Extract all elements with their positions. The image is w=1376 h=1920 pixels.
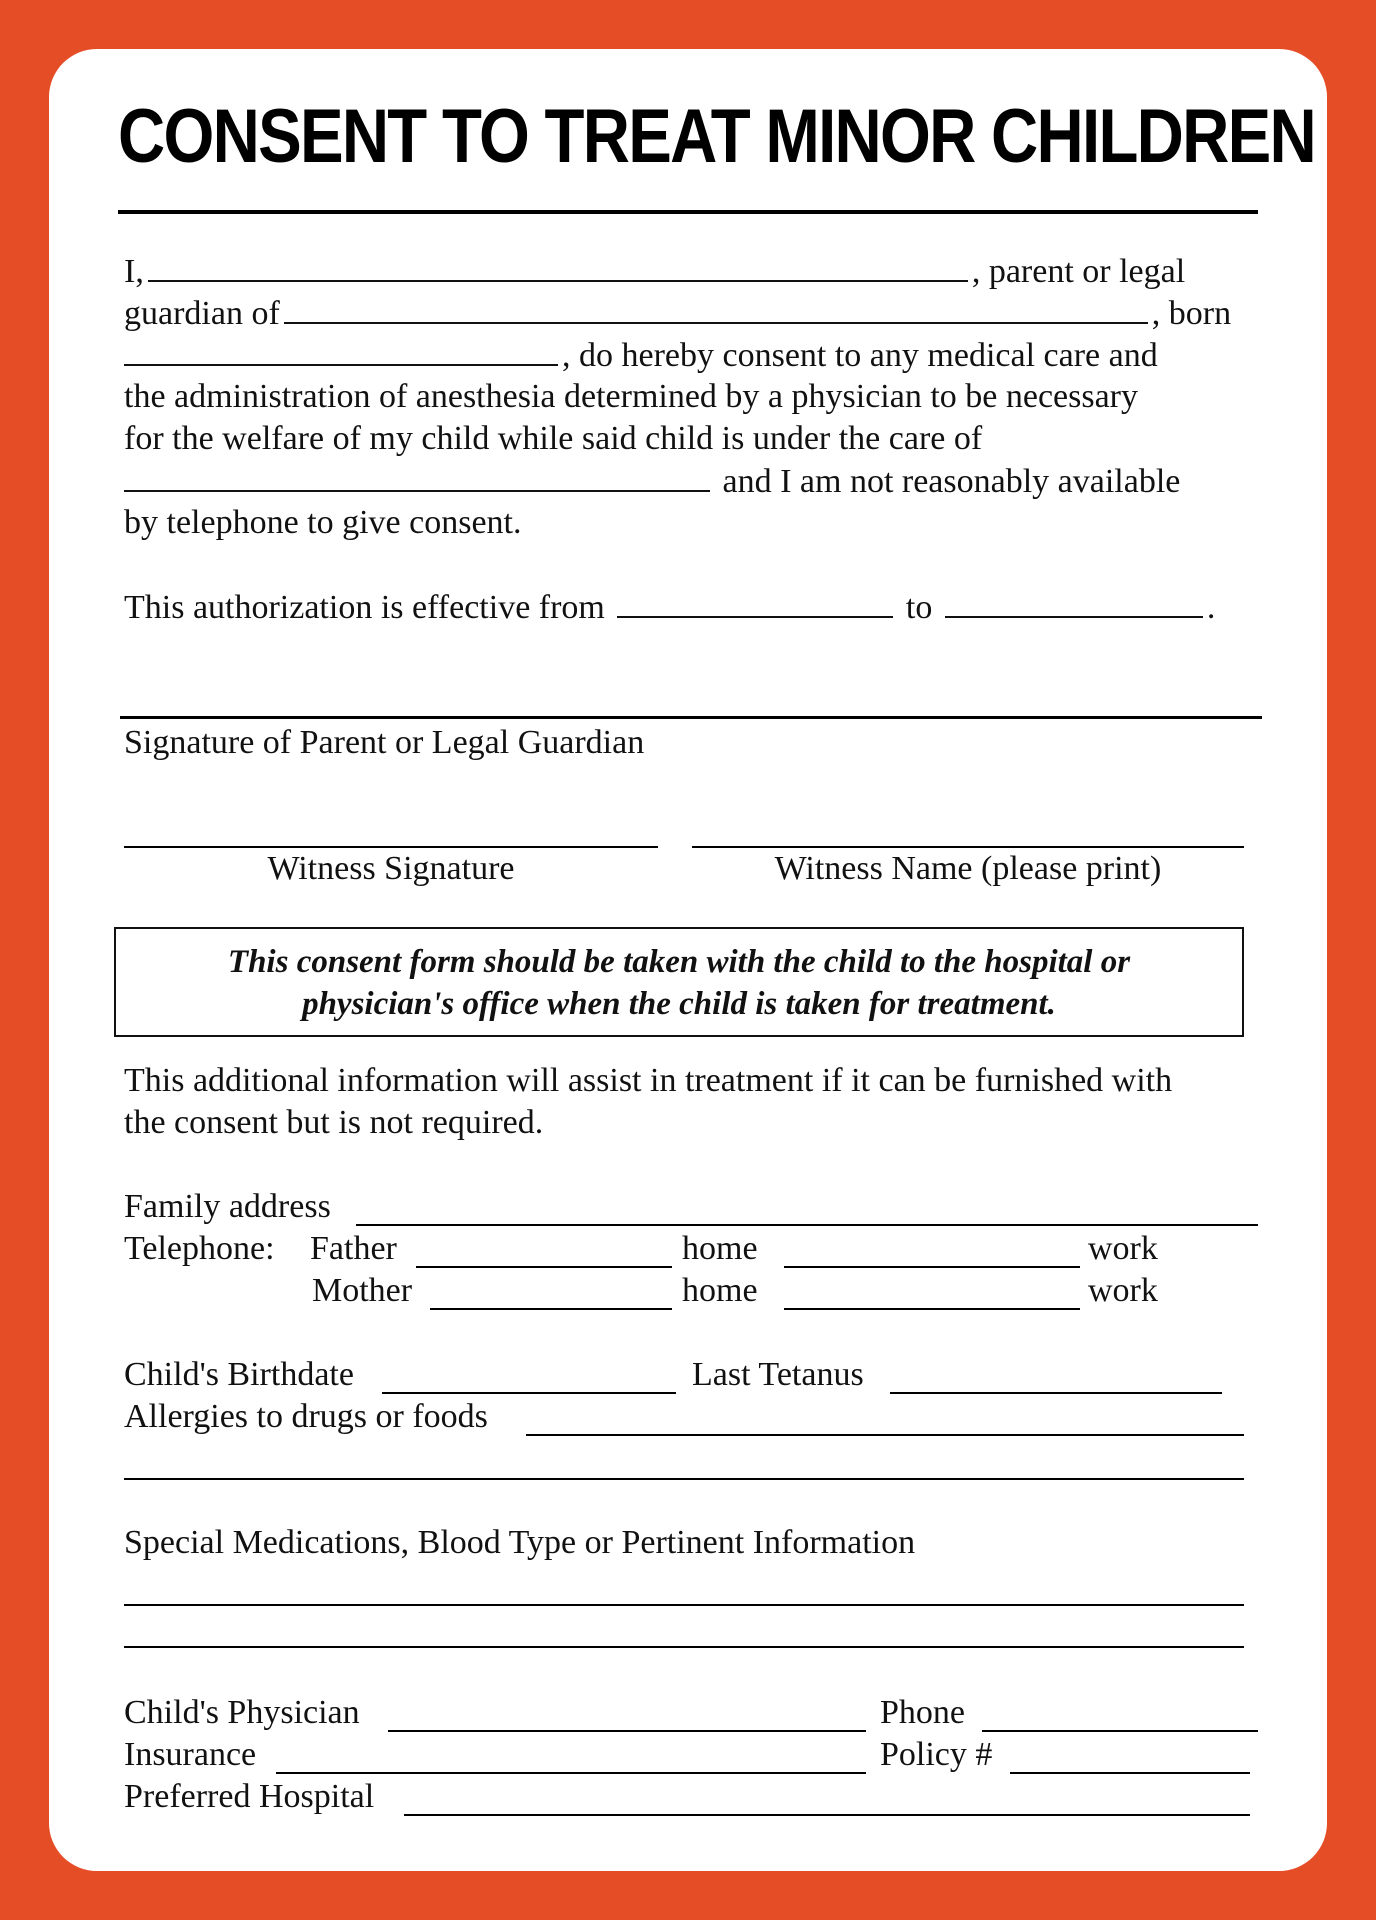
paragraph-line-5: for the welfare of my child while said child is under the care of xyxy=(124,420,983,457)
title-rule xyxy=(118,210,1258,214)
family-address-field[interactable] xyxy=(356,1224,1258,1226)
insurance-label: Insurance xyxy=(124,1736,257,1773)
caregiver-field[interactable] xyxy=(124,460,710,492)
hospital-label: Preferred Hospital xyxy=(124,1778,375,1815)
parent-signature-label: Signature of Parent or Legal Guardian xyxy=(124,724,645,761)
father-work-field[interactable] xyxy=(784,1266,1080,1268)
mother-work-label: work xyxy=(1088,1272,1158,1309)
physician-label: Child's Physician xyxy=(124,1694,360,1731)
parent-name-field[interactable] xyxy=(148,250,968,282)
mother-home-label: home xyxy=(682,1272,758,1309)
paragraph-line-6 xyxy=(124,460,1180,503)
policy-field[interactable] xyxy=(1010,1772,1250,1774)
paragraph-line-4: the administration of anesthesia determined by a physician to be necessary xyxy=(124,378,1139,415)
policy-label: Policy # xyxy=(880,1736,993,1773)
birthdate-field[interactable] xyxy=(382,1392,676,1394)
notice-line-2: physician's office when the child is taken for treatment. xyxy=(302,986,1056,1022)
mother-label: Mother xyxy=(312,1272,413,1309)
form-title: CONSENT TO TREAT MINOR CHILDREN xyxy=(118,94,1315,179)
witness-name-label: Witness Name (please print) xyxy=(774,850,1162,887)
paragraph-line-3 xyxy=(124,334,1158,377)
hospital-field[interactable] xyxy=(404,1814,1250,1816)
insurance-field[interactable] xyxy=(276,1772,866,1774)
text-i: I, xyxy=(124,253,144,290)
text-period: . xyxy=(1206,589,1216,626)
birthdate-label: Child's Birthdate xyxy=(124,1356,354,1393)
allergies-field-line-2[interactable] xyxy=(124,1478,1244,1480)
born-date-field[interactable] xyxy=(124,334,558,366)
notice-box xyxy=(114,927,1244,1037)
authorization-label: This authorization is effective from xyxy=(124,589,605,626)
mother-home-field[interactable] xyxy=(430,1308,672,1310)
text-not-available: and I am not reasonably available xyxy=(722,463,1181,500)
text-to: to xyxy=(905,589,933,626)
authorization-line xyxy=(124,586,1215,629)
father-home-label: home xyxy=(682,1230,758,1267)
family-address-label: Family address xyxy=(124,1188,331,1225)
physician-field[interactable] xyxy=(388,1730,866,1732)
notice-line-1: This consent form should be taken with the child to the hospital or xyxy=(227,944,1131,980)
special-label: Special Medications, Blood Type or Pertinent Information xyxy=(124,1524,916,1561)
tetanus-label: Last Tetanus xyxy=(692,1356,864,1393)
text-born: , born xyxy=(1151,295,1232,332)
tetanus-field[interactable] xyxy=(890,1392,1222,1394)
paragraph-line-2 xyxy=(124,292,1231,335)
additional-info-line-1: This additional information will assist in treatment if it can be furnished with xyxy=(124,1062,1173,1099)
effective-to-field[interactable] xyxy=(945,586,1203,618)
paragraph-line-7: by telephone to give consent. xyxy=(124,504,522,541)
witness-signature-label: Witness Signature xyxy=(267,850,515,887)
telephone-label: Telephone: xyxy=(124,1230,275,1267)
phone-field[interactable] xyxy=(982,1730,1258,1732)
effective-from-field[interactable] xyxy=(617,586,893,618)
additional-info-line-2: the consent but is not required. xyxy=(124,1104,544,1141)
special-field-line-2[interactable] xyxy=(124,1646,1244,1648)
text-consent: , do hereby consent to any medical care and xyxy=(562,337,1158,374)
paragraph-line-1 xyxy=(124,250,1185,293)
allergies-field[interactable] xyxy=(526,1434,1244,1436)
parent-signature-field[interactable] xyxy=(120,716,1262,719)
father-home-field[interactable] xyxy=(416,1266,672,1268)
father-work-label: work xyxy=(1088,1230,1158,1267)
text-guardian-of: guardian of xyxy=(124,295,280,332)
phone-label: Phone xyxy=(880,1694,965,1731)
child-name-field[interactable] xyxy=(284,292,1148,324)
father-label: Father xyxy=(310,1230,397,1267)
text-parent-or-legal: , parent or legal xyxy=(971,253,1186,290)
allergies-label: Allergies to drugs or foods xyxy=(124,1398,488,1435)
mother-work-field[interactable] xyxy=(784,1308,1080,1310)
special-field-line-1[interactable] xyxy=(124,1604,1244,1606)
